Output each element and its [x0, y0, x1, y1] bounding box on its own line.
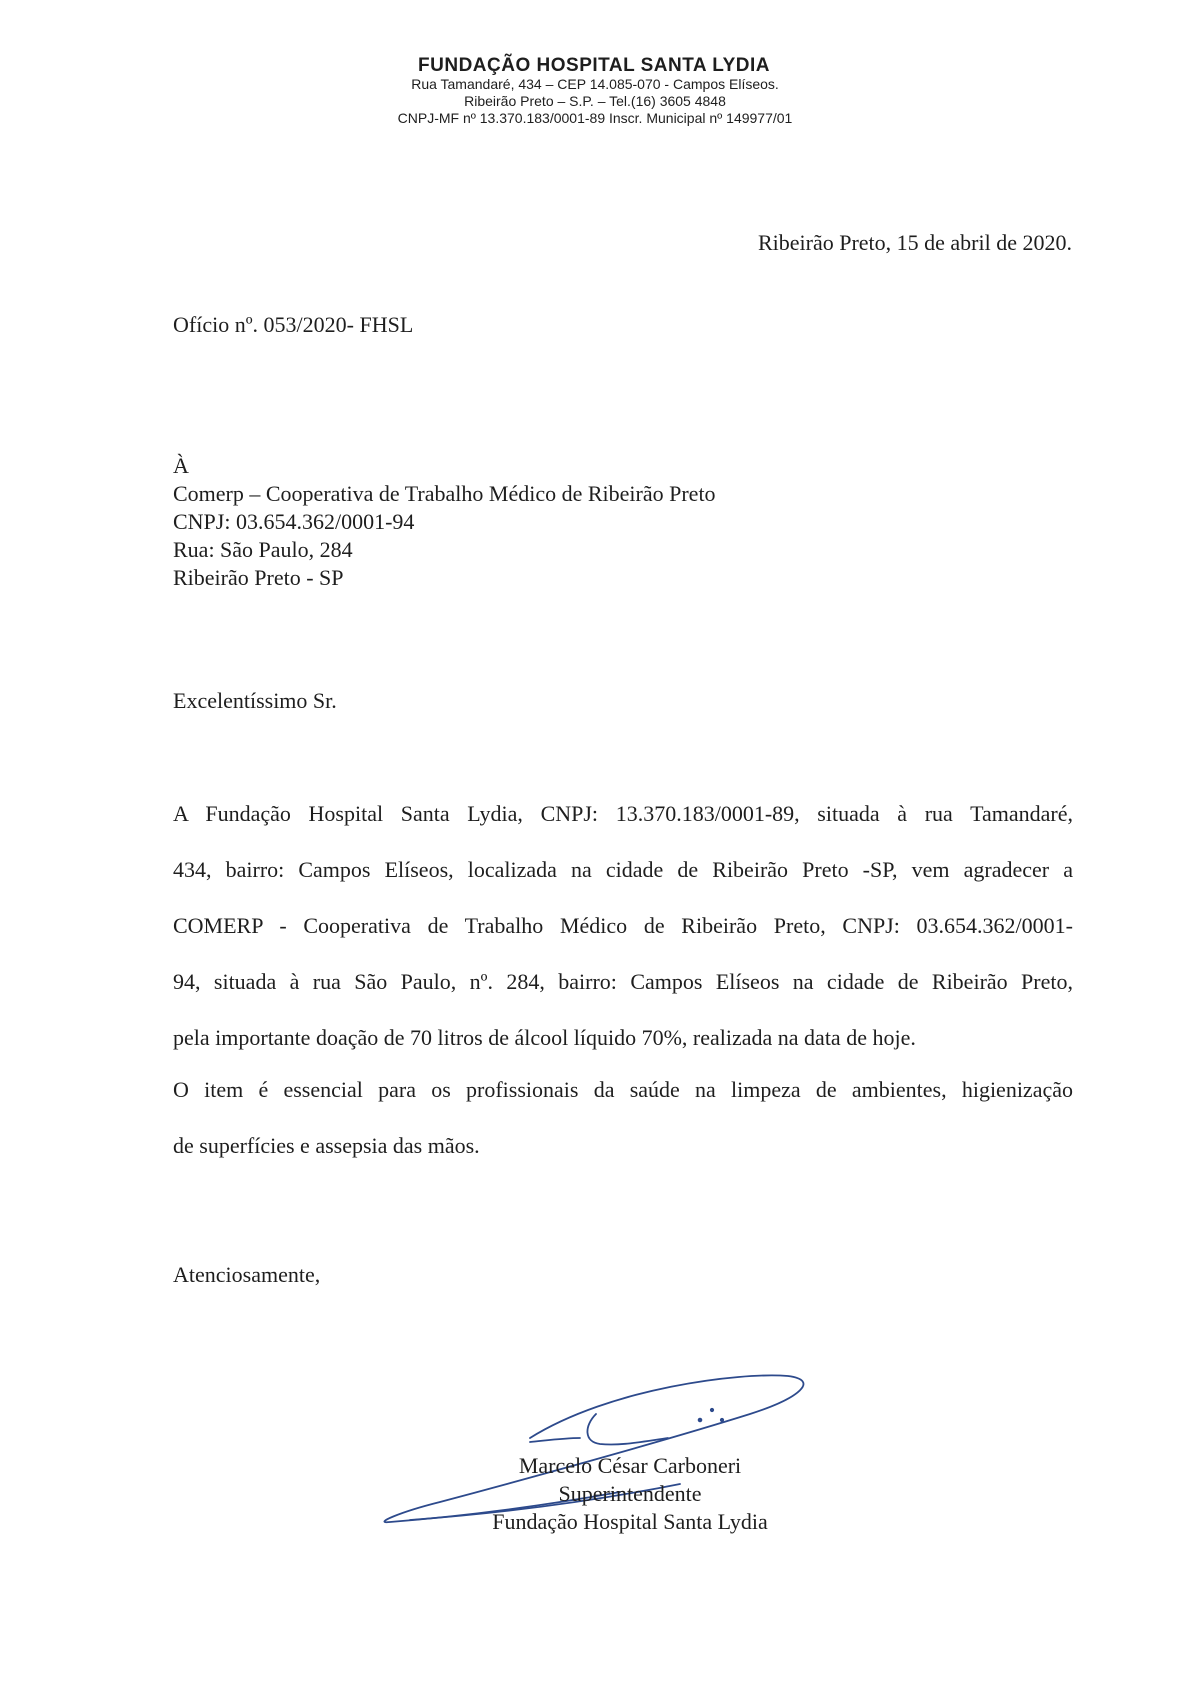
recipient-block [173, 452, 716, 592]
letterhead [0, 56, 1196, 127]
body-line: 434, bairro: Campos Elíseos, localizada na cidade de Ribeirão Preto -SP, vem agradecer a [173, 857, 1073, 882]
signature-block [420, 1452, 840, 1536]
signatory-title: Superintendente [558, 1481, 702, 1506]
oficio-number: Ofício nº. 053/2020- FHSL [173, 312, 414, 337]
body-line: O item é essencial para os profissionais da saúde na limpeza de ambientes, higienização [173, 1077, 1073, 1102]
body-line: COMERP - Cooperativa de Trabalho Médico de Ribeirão Preto, CNPJ: 03.654.362/0001- [173, 913, 1073, 938]
closing: Atenciosamente, [173, 1262, 321, 1287]
letterhead-registry: CNPJ-MF nº 13.370.183/0001-89 Inscr. Municipal nº 149977/01 [397, 110, 793, 126]
salutation: Excelentíssimo Sr. [173, 688, 337, 713]
letterhead-org-name: FUNDAÇÃO HOSPITAL SANTA LYDIA [418, 55, 770, 76]
recipient-cnpj: CNPJ: 03.654.362/0001-94 [173, 509, 415, 534]
body-line: de superfícies e assepsia das mãos. [173, 1133, 480, 1158]
letterhead-city-phone: Ribeirão Preto – S.P. – Tel.(16) 3605 4848 [464, 93, 726, 109]
signatory-organization: Fundação Hospital Santa Lydia [492, 1509, 768, 1534]
recipient-prefix: À [173, 453, 189, 478]
body-line: 94, situada à rua São Paulo, nº. 284, bairro: Campos Elíseos na cidade de Ribeirão Preto, [173, 969, 1073, 994]
letterhead-address: Rua Tamandaré, 434 – CEP 14.085-070 - Campos Elíseos. [411, 76, 779, 92]
recipient-name: Comerp – Cooperativa de Trabalho Médico de Ribeirão Preto [173, 481, 716, 506]
signatory-name: Marcelo César Carboneri [518, 1453, 742, 1478]
letter-body [173, 800, 1073, 1188]
date-line: Ribeirão Preto, 15 de abril de 2020. [757, 230, 1072, 255]
recipient-street: Rua: São Paulo, 284 [173, 537, 353, 562]
body-line: A Fundação Hospital Santa Lydia, CNPJ: 13.370.183/0001-89, situada à rua Tamandaré, [173, 801, 1073, 826]
body-line: pela importante doação de 70 litros de álcool líquido 70%, realizada na data de hoje. [173, 1025, 916, 1050]
recipient-city: Ribeirão Preto - SP [173, 565, 344, 590]
